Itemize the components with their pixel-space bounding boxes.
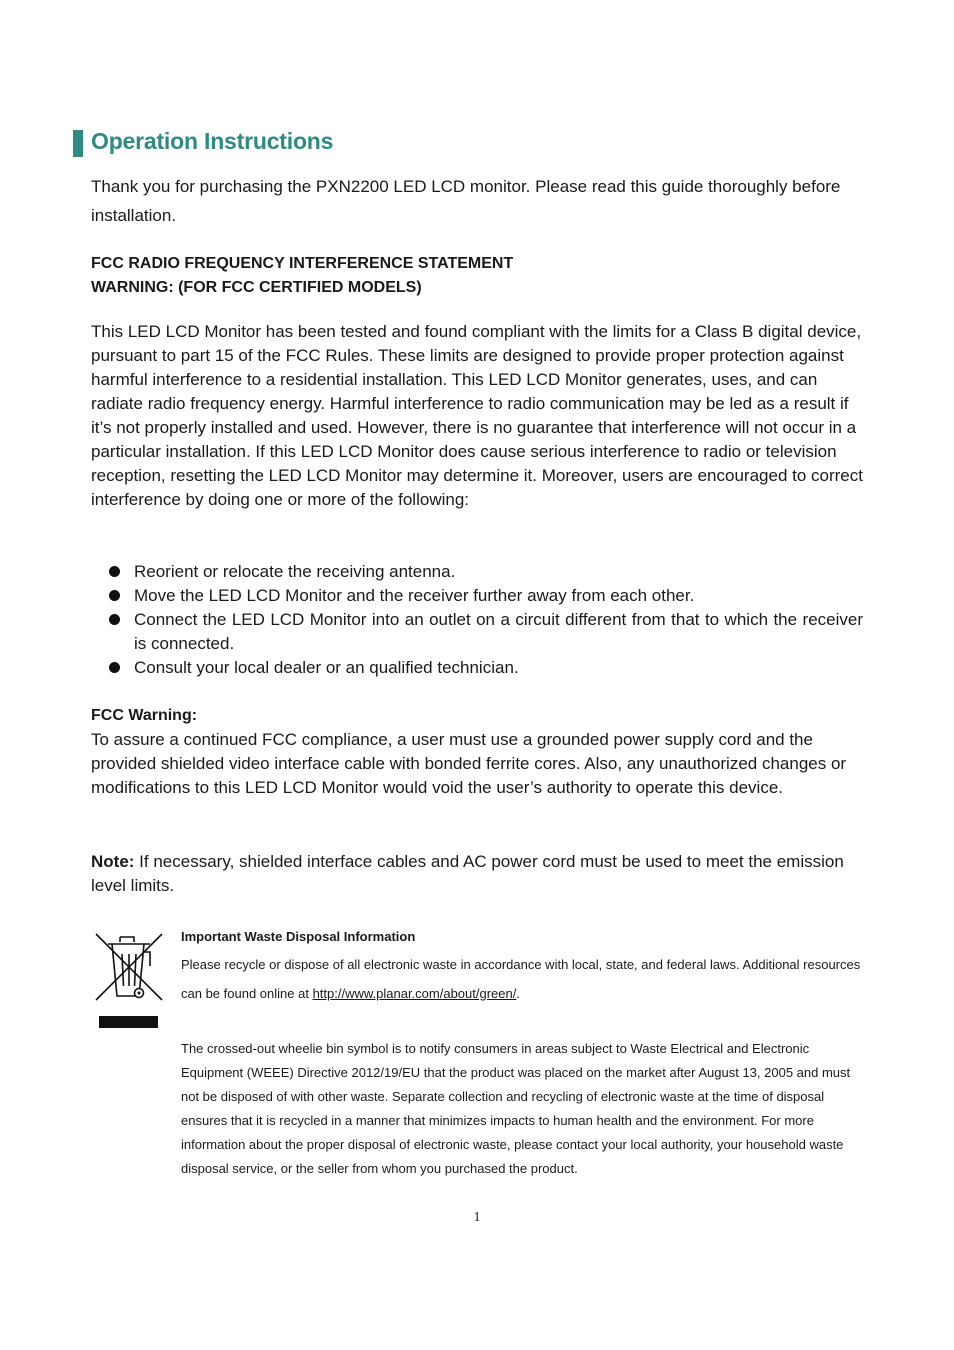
- bullet-icon: [109, 566, 120, 577]
- waste-disposal-body-end: .: [516, 986, 520, 1001]
- fcc-statement-body: This LED LCD Monitor has been tested and found compliant with the limits for a Class B digital device, pursuant to part 15 of the FCC Rules. These limits are designed to provide proper protection against harmful interference to a residential installation. This LED LCD Monitor generates, uses, and can radiate radio frequency energy. Harmful interference to radio communication may be led as a result if it’s not properly installed and used. However, there is no guarantee that interference will not occur in a particular installation. If this LED LCD Monitor does cause serious interference to radio or television reception, resetting the LED LCD Monitor may determine it. Moreover, users are encouraged to correct interference by doing one or more of the following:: [91, 322, 863, 509]
- weee-paragraph: The crossed-out wheelie bin symbol is to notify consumers in areas subject to Waste Electrical and Electronic Equipment (WEEE) Directive 2012/19/EU that the product was placed on the market after August 13, 2005 and must not be disposed of with other waste. Separate collection and recycling of electronic waste at the time of disposal ensures that it is recycled in a manner that minimizes impacts to human health and the environment. For more information about the proper disposal of electronic waste, please contact your local authority, your household waste disposal service, or the seller from whom you purchased the product.: [181, 1041, 851, 1176]
- bullet-icon: [109, 590, 120, 601]
- fcc-statement-title-line2: WARNING: (FOR FCC CERTIFIED MODELS): [91, 279, 422, 296]
- list-item-text: Move the LED LCD Monitor and the receiver further away from each other.: [134, 586, 695, 605]
- page-title: Operation Instructions: [91, 128, 334, 154]
- list-item-text: Consult your local dealer or an qualified technician.: [134, 658, 519, 677]
- list-item-text: Reorient or relocate the receiving antenna.: [134, 562, 456, 581]
- page-number: 1: [473, 1210, 481, 1225]
- fcc-statement-title: [91, 252, 863, 300]
- fcc-warning-label: FCC Warning:: [91, 707, 198, 724]
- fcc-warning-body: To assure a continued FCC compliance, a user must use a grounded power supply cord and the provided shielded video interface cable with bonded ferrite cores. Also, any unauthorized changes or modifications to this LED LCD Monitor would void the user’s authority to operate this device.: [91, 730, 847, 797]
- intro-paragraph: Thank you for purchasing the PXN2200 LED LCD monitor. Please read this guide thoroughly before installation.: [91, 177, 841, 225]
- waste-disposal-body: Please recycle or dispose of all electronic waste in accordance with local, state, and federal laws. Additional resources can be found online at: [181, 957, 861, 1001]
- crossed-out-wheelie-bin-icon: [94, 930, 164, 1030]
- remedy-list: [107, 560, 863, 680]
- heading-accent-bar: [73, 130, 83, 157]
- fcc-warning-section: [91, 704, 863, 800]
- list-item-text: Connect the LED LCD Monitor into an outlet on a circuit different from that to which the receiver is connected.: [134, 610, 863, 653]
- note-paragraph: [91, 850, 863, 898]
- bullet-icon: [109, 662, 120, 673]
- waste-disposal-text: [181, 950, 871, 1008]
- list-item: [107, 560, 863, 584]
- green-link[interactable]: http://www.planar.com/about/green/: [312, 986, 517, 1001]
- note-body: If necessary, shielded interface cables and AC power cord must be used to meet the emission level limits.: [91, 852, 844, 895]
- list-item: [107, 656, 863, 680]
- waste-disposal-title: Important Waste Disposal Information: [181, 929, 416, 944]
- bullet-icon: [109, 614, 120, 625]
- list-item: [107, 584, 863, 608]
- note-label: Note:: [91, 852, 135, 871]
- list-item: [107, 608, 863, 656]
- fcc-statement-title-line1: FCC RADIO FREQUENCY INTERFERENCE STATEMENT: [91, 255, 514, 272]
